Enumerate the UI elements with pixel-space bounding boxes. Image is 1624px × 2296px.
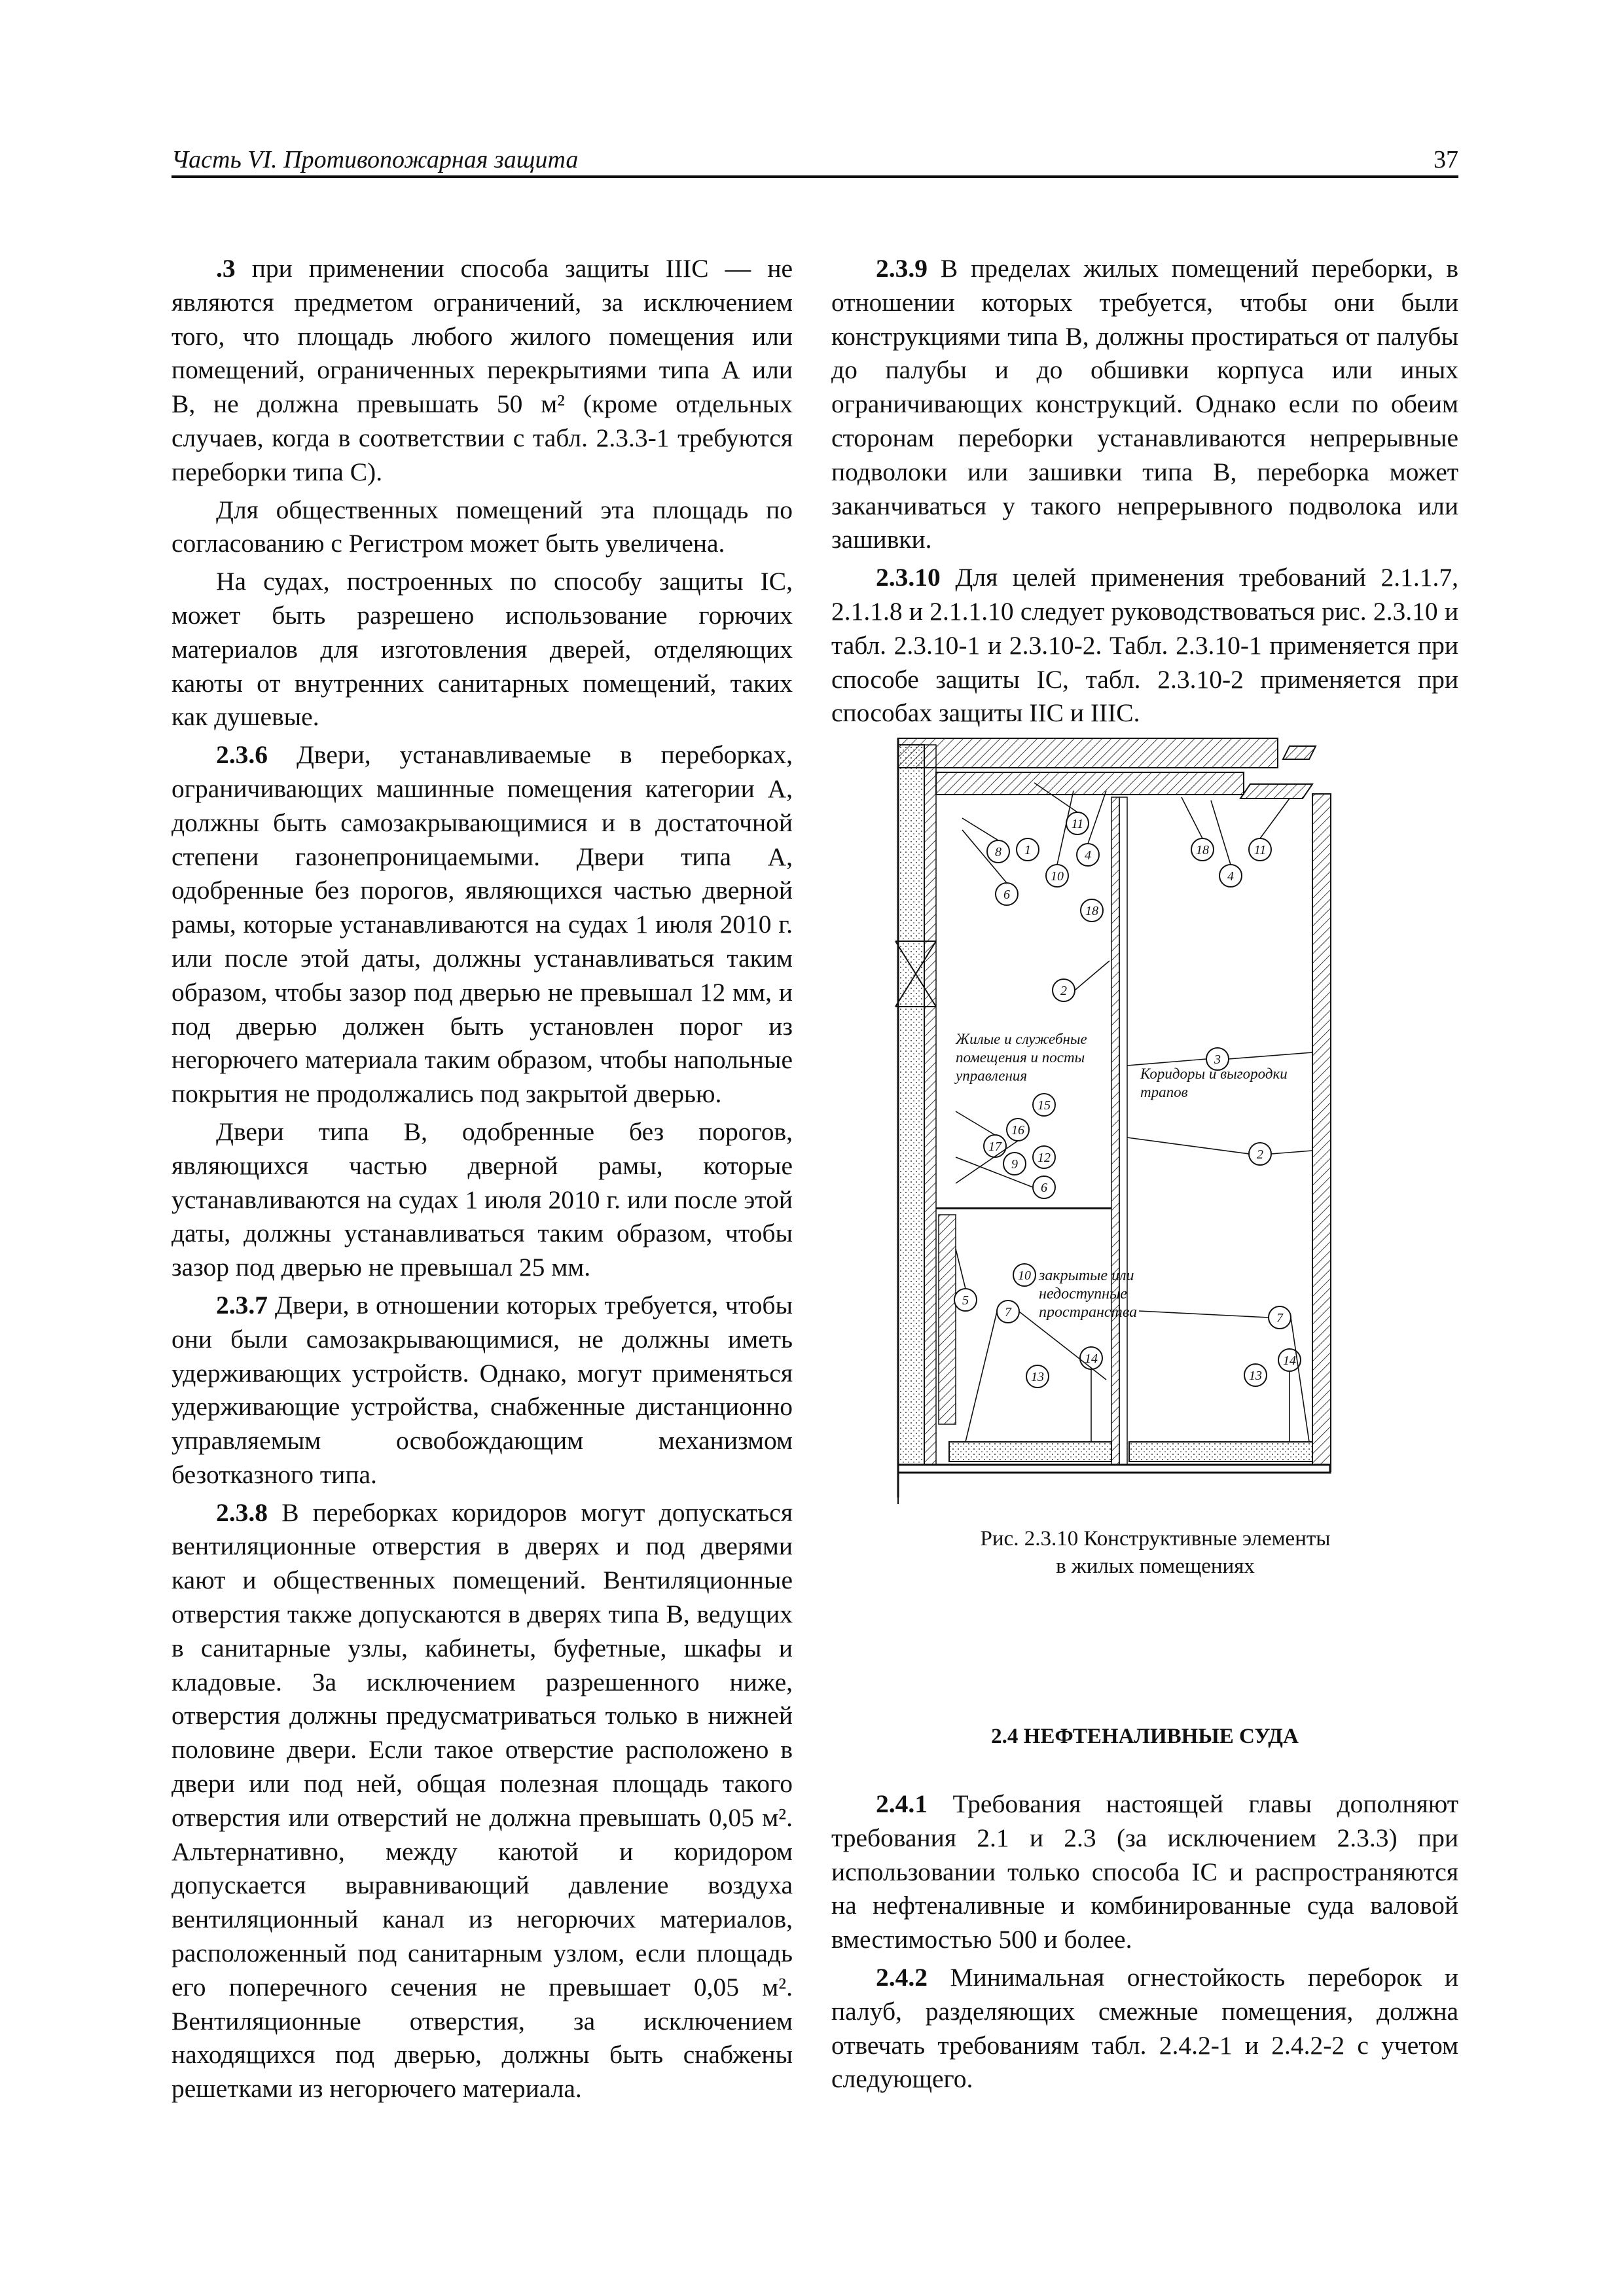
callout-leaders bbox=[956, 783, 1312, 1442]
lining-lower bbox=[939, 1215, 956, 1424]
paragraph-text: На судах, построенных по способу защиты IC, может быть разрешено использование горючих материалов для изготовления дверей, отделяющих каюты от внутренних санитарных помещений, таких как душевые. bbox=[171, 567, 793, 732]
right-bulkhead bbox=[1312, 794, 1331, 1471]
paragraph-text: Для целей применения требований 2.1.1.7, 2.1.1.8 и 2.1.1.10 следует руководствоваться рис. 2.3.10 и табл. 2.3.10-1 и 2.3.10-2. Табл. 2.3.10-1 применяется при способе защиты IC, табл. 2.3.10-2 применяется при способах защиты IIC и IIIC. bbox=[831, 563, 1458, 728]
callout-number: 7 bbox=[1005, 1305, 1011, 1319]
clause-number: 2.3.10 bbox=[876, 563, 941, 592]
figure-caption bbox=[884, 1525, 1427, 1580]
paragraph-text: Двери, в отношении которых требуется, чтобы они были самозакрывающимися, не должны иметь удерживающих устройств. Однако, могут применяться удерживающие устройства, снабженные дистанционно управляемым освобождающим механизмом безотказного типа. bbox=[171, 1290, 793, 1489]
lower-deck bbox=[898, 1465, 1330, 1473]
paragraph-text: В переборках коридоров могут допускаться вентиляционные отверстия в дверях и под дверями кают и общественных помещений. Вентиляционные отверстия также допускаются в дверях типа В, ведущих в санитарные узлы, кабинеты, буфетные, шкафы и кладовые. За исключением разрешенного ниже, отверстия должны предусматриваться только в нижней половине двери. Если такое отверстие расположено в двери или под ней, общая полезная площадь такого отверстия или отверстий не должна превышать 0,05 м². Альтернативно, между каютой и коридором допускается выравнивающий давление воздуха вентиляционный канал из негорючих материалов, расположенный под санитарным узлом, если площадь его поперечного сечения не превышает 0,05 м². Вентиляционные отверстия, за исключением находящихся под дверью, должны быть снабжены решетками из негорючего материала. bbox=[171, 1498, 793, 2104]
upper-deck bbox=[898, 738, 1278, 768]
right-column-bottom bbox=[831, 1787, 1458, 2100]
floor-covering-right bbox=[1129, 1442, 1312, 1462]
deck-segment bbox=[1283, 746, 1316, 759]
caption-line: в жилых помещениях bbox=[1056, 1554, 1255, 1578]
callout-number: 3 bbox=[1214, 1052, 1221, 1067]
callout-number: 10 bbox=[1051, 869, 1064, 884]
callout-number: 13 bbox=[1249, 1369, 1262, 1383]
clause-number: 2.3.9 bbox=[876, 254, 928, 283]
clause-number: 2.3.7 bbox=[216, 1290, 268, 1319]
callout-number: 18 bbox=[1085, 904, 1098, 918]
callout-number: 1 bbox=[1024, 843, 1031, 857]
figure-2-3-10 bbox=[884, 725, 1415, 1524]
paragraph bbox=[831, 561, 1458, 730]
clause-number: 2.3.8 bbox=[216, 1498, 268, 1527]
paragraph bbox=[171, 565, 793, 734]
paragraph-text: Требования настоящей главы дополняют требования 2.1 и 2.3 (за исключением 2.3.3) при использовании только способа IC и распространяются на нефтеналивные и комбинированные суда валовой вместимостью 500 и более. bbox=[831, 1789, 1458, 1954]
callout-number: 12 bbox=[1038, 1151, 1051, 1165]
header-title: Часть VI. Противопожарная защита bbox=[171, 146, 579, 173]
callout-number: 7 bbox=[1276, 1311, 1283, 1325]
ceiling bbox=[936, 772, 1244, 795]
structure-diagram bbox=[884, 725, 1415, 1524]
callout-number: 2 bbox=[1060, 984, 1067, 998]
callout-number: 16 bbox=[1011, 1123, 1024, 1138]
paragraph bbox=[831, 1961, 1458, 2096]
corridor-bulkhead-left bbox=[1111, 797, 1119, 1471]
callout-number: 11 bbox=[1071, 817, 1084, 831]
callout-number: 8 bbox=[995, 845, 1001, 859]
callout-number: 17 bbox=[988, 1139, 1001, 1154]
left-column bbox=[171, 252, 793, 2110]
paragraph-text: Минимальная огнестойкость переборок и палуб, разделяющих смежные помещения, должна отвечать требованиям табл. 2.4.2-1 и 2.4.2-2 с учетом следующего. bbox=[831, 1962, 1458, 2094]
callout-number: 11 bbox=[1254, 843, 1267, 857]
hull-insulation bbox=[898, 745, 924, 1471]
paragraph bbox=[831, 252, 1458, 557]
paragraph bbox=[171, 1289, 793, 1492]
closed-space-label: пространства bbox=[1039, 1304, 1138, 1321]
callout-number: 4 bbox=[1085, 848, 1091, 863]
callout-number: 5 bbox=[962, 1293, 969, 1308]
callout-number: 6 bbox=[1041, 1181, 1047, 1195]
clause-number: 2.4.1 bbox=[876, 1789, 928, 1818]
paragraph bbox=[171, 738, 793, 1111]
room-label: трапов bbox=[1140, 1084, 1188, 1100]
deck-segment bbox=[1240, 784, 1312, 798]
corridor-bulkhead-right bbox=[1119, 797, 1127, 1471]
callout-number: 15 bbox=[1038, 1098, 1051, 1113]
paragraph bbox=[831, 1787, 1458, 1957]
callout-number: 14 bbox=[1085, 1352, 1098, 1366]
closed-space-label: закрытые или bbox=[1039, 1267, 1134, 1284]
paragraph-text: при применении способа защиты IIIC — не являются предметом ограничений, за исключением того, что площадь любого жилого помещения или помещений, ограниченных перекрытиями типа А или В, не должна превышать 50 м² (кроме отдельных случаев, когда в соответствии с табл. 2.3.3-1 требуются переборки типа С). bbox=[171, 254, 793, 486]
paragraph-text: Двери типа В, одобренные без порогов, являющихся частью дверной рамы, которые устанавливаются на судах 1 июля 2010 г. или после этой даты, должны устанавливаться таким образом, чтобы зазор под дверью не превышал 25 мм. bbox=[171, 1117, 793, 1282]
callout-number: 14 bbox=[1283, 1354, 1296, 1368]
callout-number: 6 bbox=[1003, 888, 1010, 902]
paragraph bbox=[171, 1115, 793, 1285]
item-number: .3 bbox=[216, 254, 236, 283]
callout-number: 9 bbox=[1011, 1157, 1018, 1172]
running-header bbox=[171, 145, 1458, 179]
clause-number: 2.4.2 bbox=[876, 1962, 928, 1992]
closed-space-label: недоступные bbox=[1039, 1285, 1127, 1302]
page-number: 37 bbox=[1434, 146, 1458, 173]
floor-covering-left bbox=[949, 1442, 1111, 1462]
paragraph bbox=[171, 1496, 793, 2106]
header-rule bbox=[171, 175, 1458, 178]
room-label: Жилые и служебные bbox=[956, 1031, 1087, 1047]
paragraph bbox=[171, 493, 793, 562]
callout-number: 2 bbox=[1257, 1147, 1263, 1162]
callout-number: 18 bbox=[1196, 843, 1209, 857]
callout-number: 10 bbox=[1018, 1268, 1031, 1283]
right-column-top bbox=[831, 252, 1458, 734]
caption-line: Рис. 2.3.10 Конструктивные элементы bbox=[980, 1527, 1331, 1551]
paragraph bbox=[171, 252, 793, 490]
paragraph-text: В пределах жилых помещений переборки, в отношении которых требуется, чтобы они были конструкциями типа В, должны простираться от палубы до палубы и до обшивки корпуса или иных ограничивающих конструкций. Однако если по обеим сторонам переборки устанавливаются непрерывные подволоки или зашивки типа В, переборка может заканчиваться у такого непрерывного подволока или зашивки. bbox=[831, 254, 1458, 554]
section-title: 2.4 НЕФТЕНАЛИВНЫЕ СУДА bbox=[991, 1725, 1299, 1748]
callout-number: 13 bbox=[1031, 1370, 1044, 1384]
paragraph-text: Для общественных помещений эта площадь по согласованию с Регистром может быть увеличена. bbox=[171, 495, 793, 558]
room-label: Коридоры и выгородки bbox=[1140, 1066, 1288, 1082]
paragraph-text: Двери, устанавливаемые в переборках, ограничивающих машинные помещения категории А, должны быть самозакрывающимися и в достаточной степени газонепроницаемыми. Двери типа А, одобренные без порогов, являющихся частью дверной рамы, которые устанавливаются на судах 1 июля 2010 г. или после этой даты, должны устанавливаться таким образом, чтобы зазор под дверью не превышал 12 мм, и под дверью должен быть установлен порог из негорючего материала таким образом, чтобы напольные покрытия не продолжались под закрытой дверью. bbox=[171, 740, 793, 1109]
hull-lining bbox=[924, 745, 936, 1471]
callout-number: 4 bbox=[1227, 869, 1234, 884]
clause-number: 2.3.6 bbox=[216, 740, 268, 770]
room-label: помещения и посты bbox=[956, 1049, 1085, 1066]
room-label: управления bbox=[956, 1067, 1028, 1084]
